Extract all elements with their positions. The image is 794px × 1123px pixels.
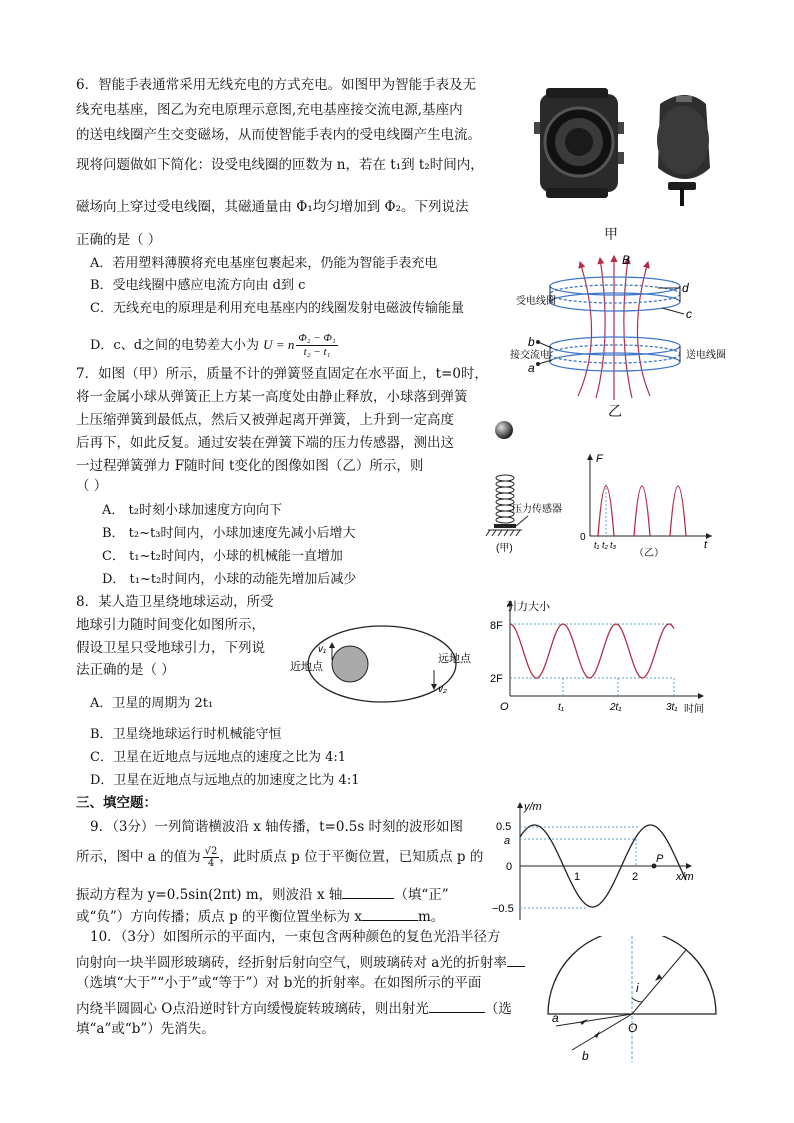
q9-a-fraction: $\frac{√2}{4}$ [204,846,218,869]
section-3-title: 三、填空题： [76,795,157,811]
label-v1: v₁ [318,644,327,655]
tick-2t1: 2t₁ [610,702,622,713]
q10-blank-index[interactable] [507,954,525,967]
tick-t1: t₁ [594,540,600,550]
tick-x2: 2 [632,871,639,883]
q6-option-c: C．无线充电的原理是利用充电基座内的线圈发射电磁波传输能量 [90,301,464,316]
tick-x1: 1 [574,871,581,883]
q7-option-c: C． t₁~t₂时间内，小球的机械能一直增加 [102,549,343,564]
label-receive-coil: 受电线圈 [516,296,556,307]
force-time-graph [572,448,718,558]
label-b: b [528,335,535,349]
axis-origin-O: O [500,701,509,713]
q7-line-6: （ ） [76,478,108,494]
q6-line-4: 现将问题做如下简化：设受电线圈的匝数为 n，若在 t₁到 t₂时间内， [76,157,484,173]
label-d: d [682,281,689,295]
label-c: c [686,307,692,321]
q6-option-d-text: D．c、d之间的电势差大小为 [90,338,260,353]
q9-blank-position[interactable] [362,908,418,921]
label-O: O [628,1021,638,1035]
wave-graph [490,800,700,922]
q7-line-4: 后再下，如此反复。通过安装在弹簧下端的压力传感器，测出这 [76,435,454,451]
q9-line-1: 9．（3分）一列简谐横波沿 x 轴传播，t=0.5s 时刻的波形如图 [90,819,464,835]
tick-a: a [504,835,511,847]
axis-y: y/m [524,801,542,813]
tick-neg05: −0.5 [492,903,514,915]
q8-line-1: 8．某人造卫星绕地球运动，所受 [76,594,274,610]
tick-0: 0 [506,861,513,873]
q10-line-1: 10．（3分）如图所示的平面内，一束包含两种颜色的复色光沿半径方 [90,929,501,945]
q7-line-3: 上压缩弹簧到最低点，然后又被弹起离开弹簧，上升到一定高度 [76,412,454,428]
label-i: i [636,981,639,995]
q10-blank-light[interactable] [429,1000,485,1013]
axis-t: t [704,539,708,551]
axis-force: 引力大小 [506,601,550,613]
label-v2: v₂ [438,684,447,695]
tick-8F: 8F [490,620,503,632]
tick-t1-graph: t₁ [558,702,564,713]
watch-photo [528,82,736,207]
q8-option-c: C．卫星在近地点与远地点的速度之比为 4:1 [90,750,347,765]
q6-formula-fraction: $\frac{\text{Φ₂ − Φ₁}}{\text{t₂ − t₁}}$ [298,332,336,358]
axis-F: F [596,453,603,465]
q10-line-4: 内绕半圆圆心 O点沿逆时针方向缓慢旋转玻璃砖，则出射光 （选 [76,1001,512,1017]
label-sensor: 压力传感器 [512,504,562,515]
gravity-wave [510,624,674,678]
q6-option-d [90,332,338,359]
q6-line-3: 的送电线圈产生交变磁场，从而使智能手表内的受电线圈产生电流。 [76,127,481,143]
q7-line-2: 将一金属小球从弹簧正上方某一高度处由静止释放，小球落到弹簧 [76,389,468,405]
label-fig-jia: (甲) [496,543,513,554]
tick-t3: t₃ [610,540,617,550]
label-a: a [528,361,535,375]
q6-formula-prefix: U = n [263,337,295,352]
q8-line-2: 地球引力随时间变化如图所示， [76,617,265,633]
label-ray-b: b [582,1049,589,1063]
label-P: P [656,853,664,865]
q7-option-d: D． t₁~t₂时间内，小球的动能先增加后减少 [102,572,357,587]
label-near: 近地点 [290,661,323,673]
q6-line-2: 线充电基座，图乙为充电原理示意图,充电基座接交流电源,基座内 [76,102,463,118]
label-ac: 接交流电 [510,350,550,361]
axis-x: x/m [676,871,694,883]
q8-line-4: 法正确的是（ ） [76,662,175,678]
q7-line-5: 一过程弹簧弹力 F随时间 t变化的图像如图（乙）所示，则 [76,458,424,474]
q7-option-a: A． t₂时刻小球加速度方向向下 [102,503,282,518]
q10-line-3: （选填“大于”“小于”或“等于”）对 b光的折射率。在如图所示的平面 [76,975,482,991]
q9-line-3: 振动方程为 y=0.5sin(2πt) m，则波沿 x 轴 （填“正” [76,887,449,903]
label-far: 远地点 [438,653,471,665]
gravity-time-graph [488,596,714,720]
glass-semicircle-figure [536,936,718,1064]
q6-option-a: A．若用塑料薄膜将充电基座包裹起来，仍能为智能手表充电 [90,256,438,271]
q9-line-2: 所示，图中 a 的值为 $\frac{√2}{4}$ ，此时质点 p 位于平衡位置，已知质点 p 的 [76,846,484,869]
q8-option-d: D．卫星在近地点与远地点的加速度之比为 4:1 [90,773,360,788]
tick-3t1: 3t₁ [666,702,678,713]
fig-jia-label: 甲 [604,227,618,243]
q10-line-5: 填“a”或“b”）先消失。 [76,1021,215,1037]
q6-option-b: B．受电线圈中感应电流方向由 d到 c [90,278,306,293]
tick-2F: 2F [490,673,503,685]
q7-option-b: B． t₂~t₃时间内，小球加速度先减小后增大 [102,526,356,541]
q8-line-3: 假设卫星只受地球引力，下列说 [76,640,265,656]
label-fig-yi: （乙） [634,548,664,558]
q8-option-a: A．卫星的周期为 2t₁ [90,696,214,711]
q8-option-b: B．卫星绕地球运行时机械能守恒 [90,727,282,742]
label-B: B [622,253,631,267]
axis-time: 时间 [684,704,704,715]
label-ray-a: a [552,1011,559,1025]
q7-line-1: 7．如图（甲）所示，质量不计的弹簧竖直固定在水平面上，t=0时， [76,366,488,382]
orbit-figure [284,622,484,704]
q10-line-2: 向射向一块半圆形玻璃砖，经折射后射向空气，则玻璃砖对 a光的折射率 [76,954,525,971]
q9-blank-direction[interactable] [342,886,394,899]
fig-yi-label: 乙 [608,404,622,420]
spring-figure [484,416,576,558]
tick-05: 0.5 [496,821,512,833]
q6-line-1: 6．智能手表通常采用无线充电的方式充电。如图甲为智能手表及无 [76,77,477,93]
q6-line-5: 磁场向上穿过受电线圈，其磁通量由 Φ₁均匀增加到 Φ₂。下列说法 [76,199,469,215]
axis-origin: 0 [580,532,586,543]
metal-ball-icon [495,421,513,439]
tick-t2: t₂ [602,540,608,550]
q9-line-4: 或“负”）方向传播；质点 p 的平衡位置坐标为 x m。 [76,909,445,925]
q6-line-6: 正确的是（ ） [76,232,162,248]
coil-diagram [508,248,728,410]
label-send-coil: 送电线圈 [686,350,726,361]
